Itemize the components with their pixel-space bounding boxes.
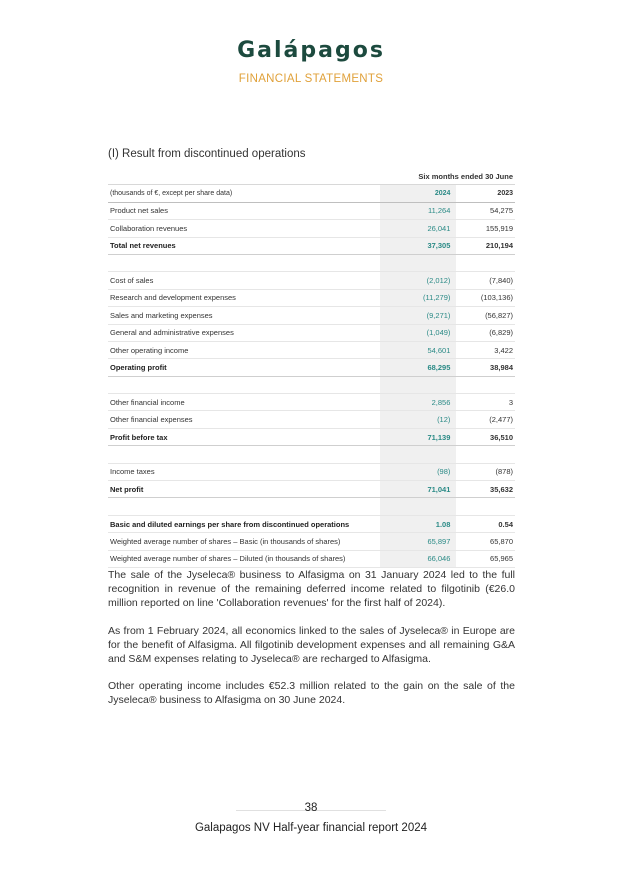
table-row: Collaboration revenues 26,041 155,919 [108,220,515,237]
table-row: Product net sales 11,264 54,275 [108,202,515,219]
column-2024: 2024 [380,185,457,202]
paragraph: The sale of the Jyseleca® business to Alfasigma on 31 January 2024 led to the full recognition in revenue of the remaining deferred income related to filgotinib (€26.0 million reported on line 'Collaboration revenues' for the first half of 2024). [108,569,515,610]
paragraph: As from 1 February 2024, all economics linked to the sales of Jyseleca® in Europe are for the benefit of Alfasigma. All filgotinib development expenses and all remaining G&A and S&M expenses relating to Jyseleca® are recharged to Alfasigma. [108,624,515,666]
units-label: (thousands of €, except per share data) [108,185,380,202]
table-row: Weighted average number of shares – Diluted (in thousands of shares) 66,046 65,965 [108,550,515,567]
table-row: Research and development expenses (11,279) (103,136) [108,289,515,306]
table-row: Weighted average number of shares – Basic (in thousands of shares) 65,897 65,870 [108,533,515,550]
discontinued-operations-table [108,168,515,568]
column-2023: 2023 [456,185,515,202]
logo-text: Galápagos [237,38,385,63]
table-spacer [108,254,515,271]
paragraph: Other operating income includes €52.3 million related to the gain on the sale of the Jyseleca® business to Alfasigma on 30 June 2024. [108,680,515,707]
table-spacer [108,446,515,463]
company-logo [0,38,622,63]
table-row: Income taxes (98) (878) [108,463,515,480]
period-header: Six months ended 30 June [380,168,515,185]
table-row: Cost of sales (2,012) (7,840) [108,272,515,289]
table-row-total: Total net revenues 37,305 210,194 [108,237,515,254]
table-row-total: Operating profit 68,295 38,984 [108,359,515,376]
page-number: 38 [304,802,318,814]
table-row: Sales and marketing expenses (9,271) (56,827) [108,307,515,324]
table-row: Other operating income 54,601 3,422 [108,341,515,358]
table-row-total: Net profit 71,041 35,632 [108,481,515,498]
table-spacer [108,376,515,393]
table-row: Other financial expenses (12) (2,477) [108,411,515,428]
table-header-period [108,168,515,185]
table-row-eps: Basic and diluted earnings per share from discontinued operations 1.08 0.54 [108,515,515,532]
section-header: FINANCIAL STATEMENTS [238,73,384,85]
section-title: (I) Result from discontinued operations [108,148,306,160]
table-row-total: Profit before tax 71,139 36,510 [108,428,515,445]
table-row: Other financial income 2,856 3 [108,394,515,411]
table-header-columns [108,185,515,202]
table-spacer [108,498,515,515]
body-text [108,568,515,721]
report-title: Galapagos NV Half-year financial report 2024 [194,822,428,834]
table-row: General and administrative expenses (1,049) (6,829) [108,324,515,341]
